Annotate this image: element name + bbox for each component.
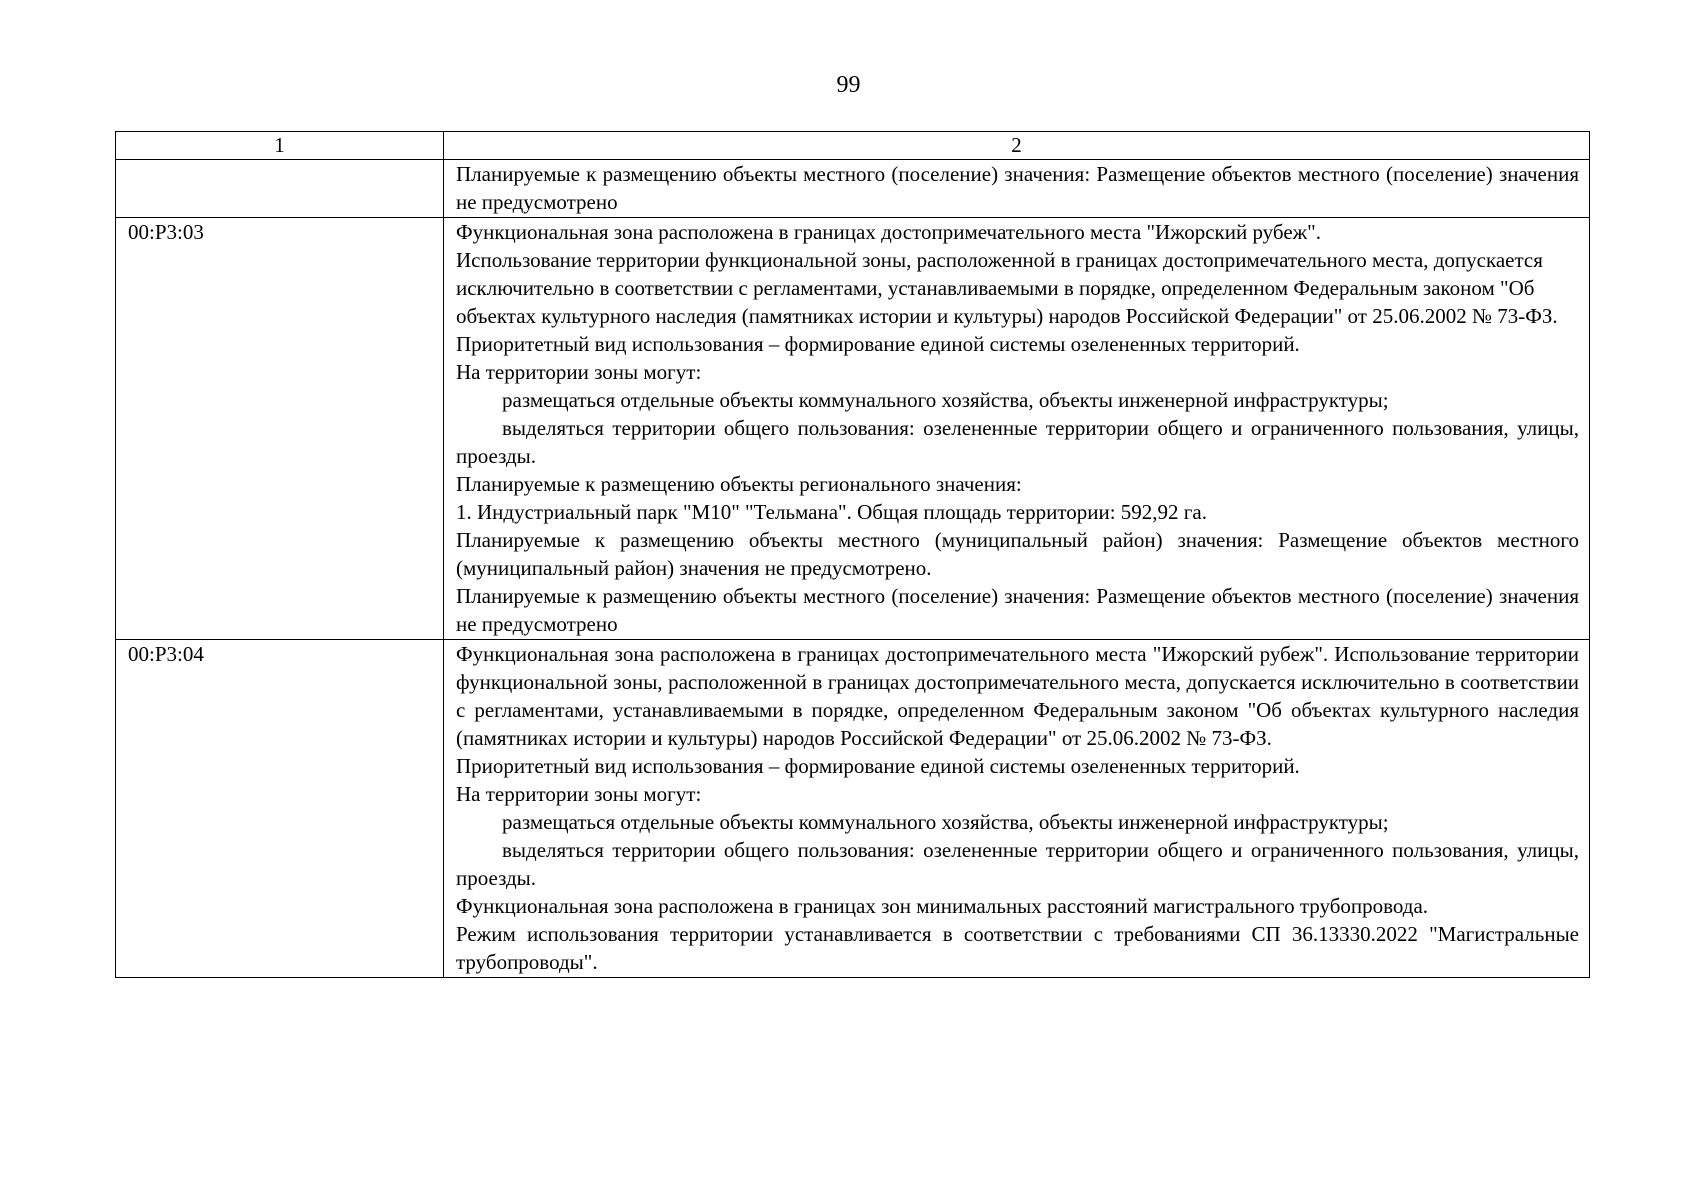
zone-id-cell: 00:Р3:03: [116, 218, 444, 640]
paragraph: Приоритетный вид использования – формирование единой системы озелененных территорий.: [456, 754, 1300, 778]
list-item: выделяться территории общего пользования: озелененные территории общего и ограниченного пользования, улицы, проезды.: [456, 838, 1579, 890]
paragraph: Приоритетный вид использования – формирование единой системы озелененных территорий.: [456, 332, 1300, 356]
paragraph: Функциональная зона расположена в границах достопримечательного места "Ижорский рубеж".: [456, 220, 1321, 244]
paragraph: Планируемые к размещению объекты местного (поселение) значения: Размещение объектов местного (поселение) значения не предусмотрено: [456, 162, 1579, 214]
list-item: выделяться территории общего пользования: озелененные территории общего и ограниченного пользования, улицы, проезды.: [456, 416, 1579, 468]
paragraph: Планируемые к размещению объекты местного (муниципальный район) значения: Размещение объектов местного (муниципальный район) значения не предусмотрено.: [456, 528, 1579, 580]
paragraph: 1. Индустриальный парк "М10" "Тельмана". Общая площадь территории: 592,92 га.: [456, 500, 1207, 524]
list-item: размещаться отдельные объекты коммунального хозяйства, объекты инженерной инфраструктуры;: [502, 810, 1389, 834]
zone-description-cell: [444, 160, 1590, 218]
zone-id-cell: [116, 160, 444, 218]
paragraph: Планируемые к размещению объекты регионального значения:: [456, 472, 1022, 496]
paragraph: Режим использования территории устанавливается в соответствии с требованиями СП 36.13330.2022 "Магистральные трубопроводы".: [456, 922, 1579, 974]
table-row: [116, 218, 1590, 640]
paragraph: Функциональная зона расположена в границах зон минимальных расстояний магистрального трубопровода.: [456, 894, 1429, 918]
paragraph: Планируемые к размещению объекты местного (поселение) значения: Размещение объектов местного (поселение) значения не предусмотрено: [456, 584, 1579, 636]
column-header-1: 1: [116, 132, 444, 160]
paragraph: На территории зоны могут:: [456, 360, 702, 384]
zone-description-cell: [444, 640, 1590, 978]
table-header-row: [116, 132, 1590, 160]
zones-table: [115, 131, 1590, 978]
page-number: 99: [836, 72, 861, 98]
list-item: размещаться отдельные объекты коммунального хозяйства, объекты инженерной инфраструктуры;: [502, 388, 1389, 412]
paragraph: На территории зоны могут:: [456, 782, 702, 806]
paragraph: Функциональная зона расположена в границах достопримечательного места "Ижорский рубеж". Использование территории функциональной зоны, расположенной в границах достопримечательного места, допускается исключительно в соответствии с регламентами, устанавливаемыми в порядке, определенном Федеральным законом "Об объектах культурного наследия (памятниках истории и культуры) народов Российской Федерации" от 25.06.2002 № 73-ФЗ.: [456, 642, 1579, 750]
column-header-2: 2: [444, 132, 1590, 160]
zone-id-cell: 00:Р3:04: [116, 640, 444, 978]
zone-description-cell: [444, 218, 1590, 640]
paragraph: Использование территории функциональной зоны, расположенной в границах достопримечательного места, допускается исключительно в соответствии с регламентами, устанавливаемыми в порядке, определенном Федеральным законом "Об объектах культурного наследия (памятниках истории и культуры) народов Российской Федерации" от 25.06.2002 № 73-ФЗ.: [456, 248, 1558, 328]
table-row: [116, 640, 1590, 978]
table-row: [116, 160, 1590, 218]
